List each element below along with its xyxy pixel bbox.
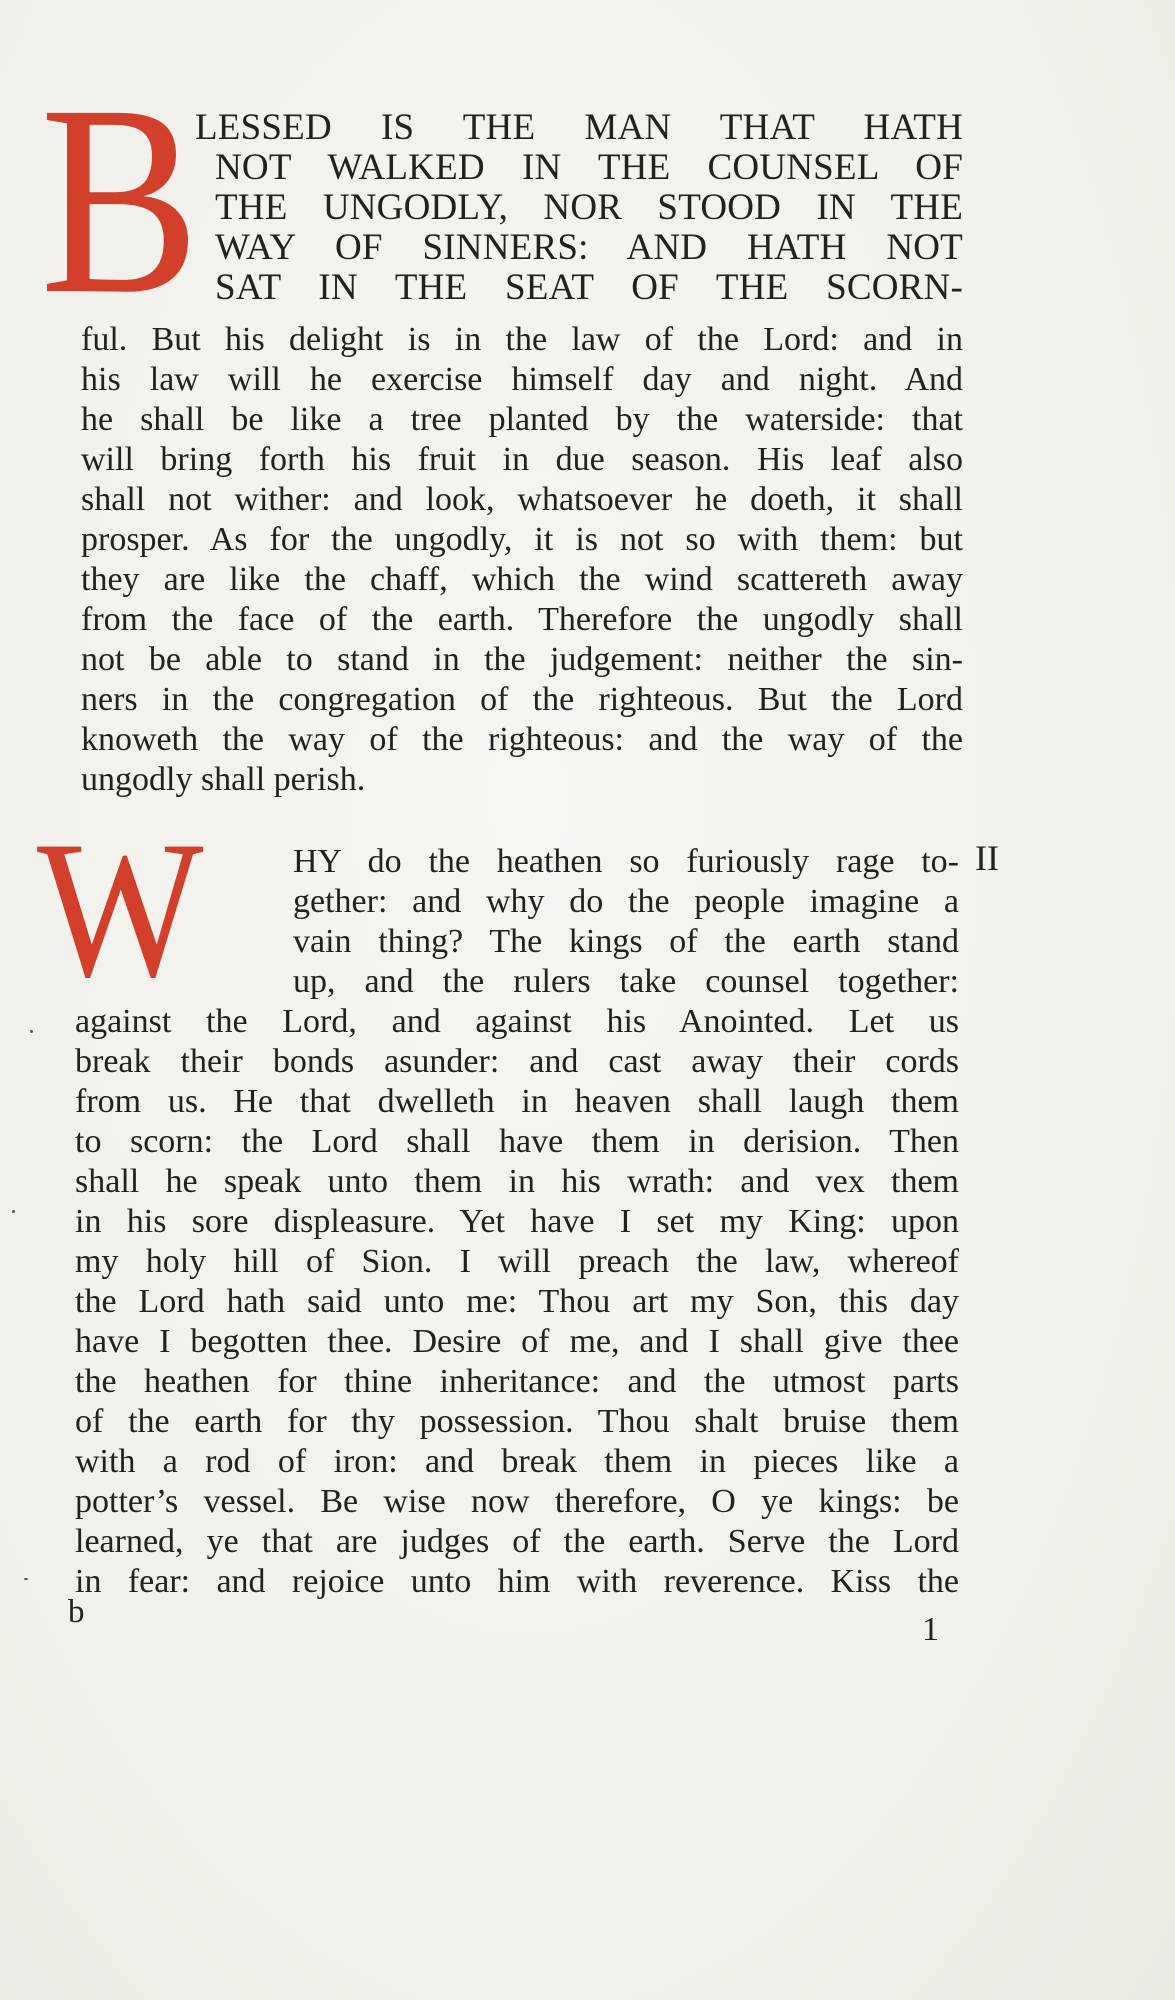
psalm-1-text-line: from the face of the earth. Therefore the ungodly shall [81, 601, 963, 638]
drop-cap-b: B [40, 49, 200, 350]
psalm-1-text-line: they are like the chaff, which the wind scattereth away [81, 561, 963, 598]
psalm-2-text-line: the Lord hath said unto me: Thou art my Son, this day [75, 1283, 959, 1320]
psalm-2-text-line: potter’s vessel. Be wise now therefore, O ye kings: be [75, 1483, 959, 1520]
psalm-2-text-line: against the Lord, and against his Anointed. Let us [75, 1003, 959, 1040]
psalm-2-text-line: shall he speak unto them in his wrath: and vex them [75, 1163, 959, 1200]
page-number: 1 [922, 1611, 939, 1648]
psalm-2-text-line: of the earth for thy possession. Thou shalt bruise them [75, 1403, 959, 1440]
paper-speck [12, 1210, 15, 1213]
psalm-1-text-line: prosper. As for the ungodly, it is not so with them: but [81, 521, 963, 558]
psalm-2-text-line: in fear: and rejoice unto him with reverence. Kiss the [75, 1563, 959, 1600]
psalm-2-text-line: to scorn: the Lord shall have them in derision. Then [75, 1123, 959, 1160]
psalm-1-text-line: ungodly shall perish. [81, 761, 366, 798]
paper-speck [30, 1030, 33, 1033]
psalm-1-caps-line: SAT IN THE SEAT OF THE SCORN- [215, 267, 963, 308]
psalm-1-caps-line: THE UNGODLY, NOR STOOD IN THE [215, 187, 963, 228]
paper-speck [24, 1578, 28, 1580]
psalm-2-text-line: in his sore displeasure. Yet have I set my King: upon [75, 1203, 959, 1240]
psalm-1-caps-line: NOT WALKED IN THE COUNSEL OF [215, 147, 963, 188]
psalm-1-text-line: ners in the congregation of the righteous. But the Lord [81, 681, 963, 718]
drop-cap-w: W [37, 801, 204, 1018]
signature-mark: b [68, 1594, 85, 1630]
psalm-1-text-line: ful. But his delight is in the law of the Lord: and in [81, 321, 963, 358]
psalm-2-text-line: the heathen for thine inheritance: and the utmost parts [75, 1363, 959, 1400]
psalm-1-text-line: his law will he exercise himself day and night. And [81, 361, 963, 398]
psalm-number: II [975, 838, 999, 878]
psalm-2-text-line: from us. He that dwelleth in heaven shall laugh them [75, 1083, 959, 1120]
psalm-2-text-line: with a rod of iron: and break them in pieces like a [75, 1443, 959, 1480]
psalm-1-text-line: shall not wither: and look, whatsoever he doeth, it shall [81, 481, 963, 518]
psalm-2-indented-line: HY do the heathen so furiously rage to- [293, 843, 959, 880]
psalm-1-text-line: knoweth the way of the righteous: and the way of the [81, 721, 963, 758]
psalm-1-text-line: he shall be like a tree planted by the waterside: that [81, 401, 963, 438]
psalm-2-text-line: have I begotten thee. Desire of me, and I shall give thee [75, 1323, 959, 1360]
psalm-2-indented-line: up, and the rulers take counsel together: [293, 963, 959, 1000]
psalm-2-indented-line: gether: and why do the people imagine a [293, 883, 959, 920]
psalm-2-text-line: learned, ye that are judges of the earth. Serve the Lord [75, 1523, 959, 1560]
psalm-1-text-line: will bring forth his fruit in due season. His leaf also [81, 441, 963, 478]
psalm-1-text-line: not be able to stand in the judgement: neither the sin- [81, 641, 963, 678]
psalm-2-text-line: break their bonds asunder: and cast away their cords [75, 1043, 959, 1080]
psalm-1-caps-line: LESSED IS THE MAN THAT HATH [195, 107, 963, 148]
psalm-1-caps-line: WAY OF SINNERS: AND HATH NOT [215, 227, 963, 268]
psalm-2-indented-line: vain thing? The kings of the earth stand [293, 923, 959, 960]
psalm-2-text-line: my holy hill of Sion. I will preach the law, whereof [75, 1243, 959, 1280]
